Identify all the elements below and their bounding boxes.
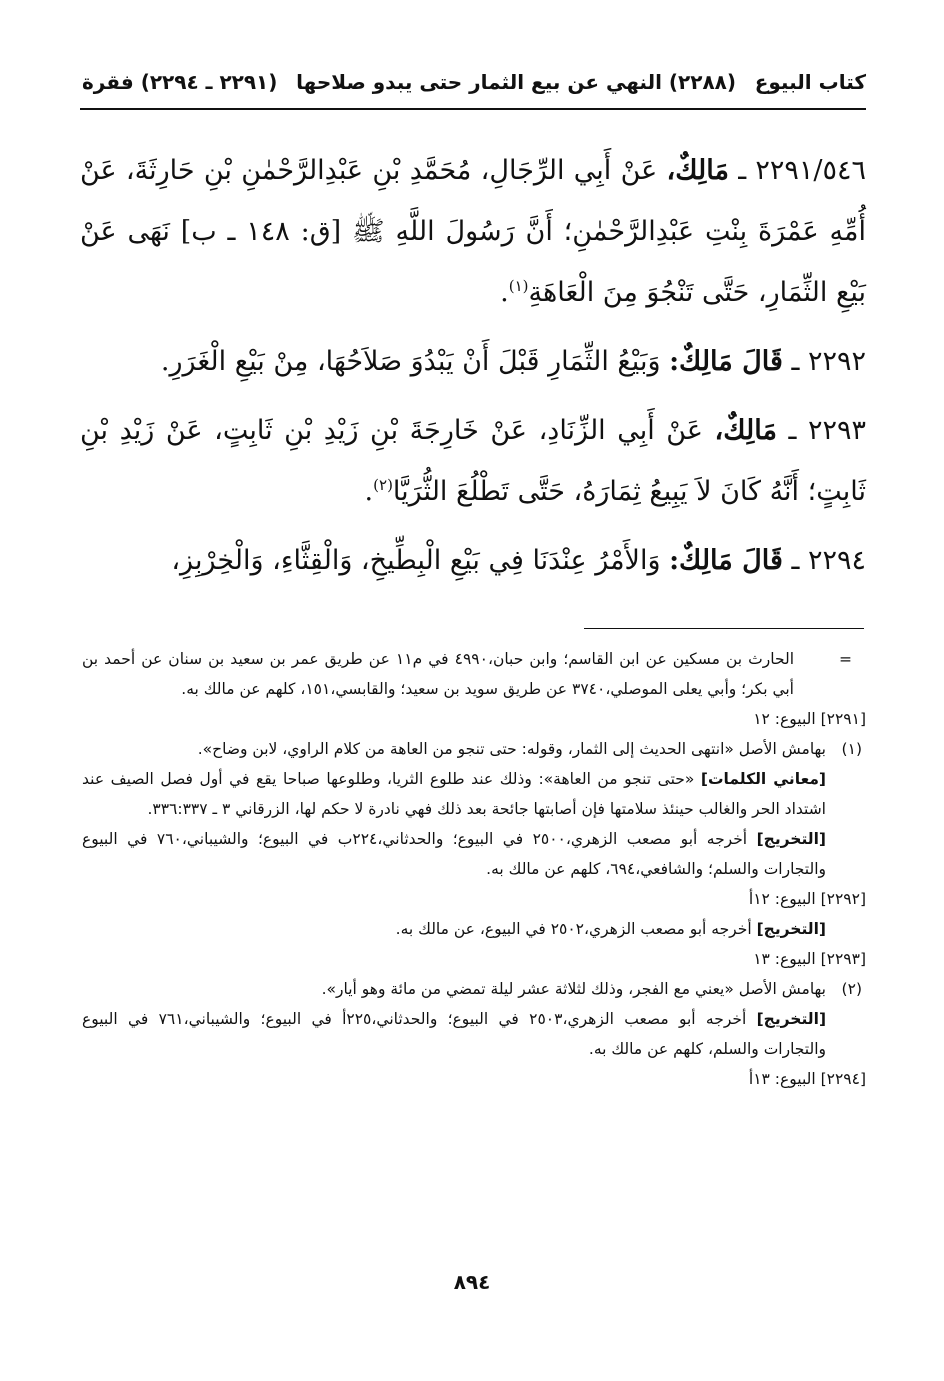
footnote-separator [584, 628, 864, 629]
page-number: ٨٩٤ [453, 1270, 491, 1294]
word-meanings-tag: [معاني الكلمات] [700, 770, 826, 788]
footnote-marker: (٢) [841, 980, 862, 998]
takhrij-2291 [82, 824, 866, 884]
footnotes [82, 644, 866, 1094]
footnote-continuation [82, 644, 866, 704]
hadith-ref-2292: [٢٢٩٢] البيوع: ١٢أ [748, 890, 866, 908]
hadith-paragraph [80, 331, 866, 392]
hadith-body: وَبَيْعُ الثِّمَارِ قَبْلَ أَنْ يَبْدُوَ صَلاَحُهَا، مِنْ بَيْعِ الْغَرَرِ. [160, 346, 661, 377]
hadith-paragraph: ٢٢٩١/٥٤٦ ـ مَالِكٌ، عَنْ أَبِي الرِّجَالِ، مُحَمَّدِ بْنِ عَبْدِالرَّحْمٰنِ بْنِ حَارِثَةَ، عَنْ أُمِّهِ عَمْرَةَ بِنْتِ عَبْدِالرَّحْمٰنِ؛ أَنَّ رَسُولَ اللَّهِ ﷺ [ق: ١٤٨ ـ ب] نَهَى عَنْ بَيْعِ الثِّمَارِ، حَتَّى تَنْجُوَ مِنَ الْعَاهَةِ$^{(١)}$. [80, 155, 867, 308]
book-title: كتاب البيوع [754, 70, 866, 94]
footnote-marker: (١) [841, 740, 862, 758]
hadith-number: ٢٢٩٣ ـ [788, 415, 866, 446]
footnote-2 [82, 974, 866, 1004]
continuation-text: الحارث بن مسكين عن ابن القاسم؛ وابن حبان،٤٩٩٠ في م١١ عن طريق عمر بن سعيد بن سنان عن أحمد بن أبي بكر؛ وأبي يعلى الموصلي،٣٧٤٠ عن طريق سويد بن سعيد؛ والقابسي،١٥١، كلهم عن مالك به. [82, 650, 794, 698]
footnote-reference: (٢) [373, 476, 393, 494]
takhrij-2292 [82, 914, 866, 944]
paragraph-range: (٢٢٩١ ـ ٢٢٩٤) فقرة [82, 70, 278, 94]
header-rule [80, 108, 866, 110]
hadith-number: ٢٢٩٢ ـ [791, 346, 866, 377]
hadith-speaker: قَالَ مَالِكٌ: [669, 545, 783, 576]
hadith-body: عَنْ أَبِي الرِّجَالِ، مُحَمَّدِ بْنِ عَبْدِالرَّحْمٰنِ بْنِ حَارِثَةَ، عَنْ أُمِّهِ عَمْرَةَ بِنْتِ عَبْدِالرَّحْمٰنِ؛ أَنَّ رَسُولَ اللَّهِ ﷺ [ق: ١٤٨ ـ ب] نَهَى عَنْ بَيْعِ الثِّمَارِ، حَتَّى تَنْجُوَ مِنَ الْعَاهَةِ [80, 155, 866, 308]
hadith-ref-2291: [٢٢٩١] البيوع: ١٢ [753, 710, 866, 728]
running-header [82, 62, 866, 102]
footnote-text: بهامش الأصل «يعني مع الفجر، وذلك لثلاثة عشر ليلة تمضي من مائة وهو أيار». [321, 980, 826, 998]
hadith-number: ٢٢٩٤ ـ [791, 545, 866, 576]
hadith-text [80, 140, 866, 599]
footnote-reference: (١) [508, 277, 529, 295]
hadith-speaker: مَالِكٌ، [666, 155, 729, 186]
footnote-1 [82, 734, 866, 764]
takhrij-text: أخرجه أبو مصعب الزهري،٢٥٠٠ في البيوع؛ والحدثاني،٢٢٤ب في البيوع؛ والشيباني،٧٦٠ في البيوع والتجارات والسلم؛ والشافعي،٦٩٤، كلهم عن مالك به. [82, 830, 826, 878]
word-meanings-text: «حتى تنجو من العاهة»: وذلك عند طلوع الثريا، وطلوعها صباحا يقع في أول فصل الصيف عند اشتداد الحر والغالب حينئذ سلامتها فإن أصابتها جائحة بعد ذلك فهي نادرة لا حكم لها، الزرقاني ٣ ـ ٣٣٦:٣٣٧. [82, 770, 826, 818]
hadith-body: عَنْ أَبِي الزِّنَادِ، عَنْ خَارِجَةَ بْنِ زَيْدِ بْنِ ثَابِتٍ، عَنْ زَيْدِ بْنِ ثَابِتٍ؛ أَنَّهُ كَانَ لاَ يَبِيعُ ثِمَارَهُ، حَتَّى تَطْلُعَ الثُّرَيَّا [80, 415, 866, 507]
hadith-paragraph [80, 530, 866, 591]
hadith-ref-2294: [٢٢٩٤] البيوع: ١٣أ [748, 1070, 866, 1088]
hadith-number: ٢٢٩١/٥٤٦ ـ [738, 155, 867, 186]
hadith-speaker: مَالِكٌ، [714, 415, 777, 446]
hadith-ref-2293: [٢٢٩٣] البيوع: ١٣ [753, 950, 866, 968]
hadith-speaker: قَالَ مَالِكٌ: [669, 346, 783, 377]
takhrij-text: أخرجه أبو مصعب الزهري،٢٥٠٢ في البيوع، عن مالك به. [395, 920, 752, 938]
word-meanings [82, 764, 866, 824]
takhrij-text: أخرجه أبو مصعب الزهري،٢٥٠٣ في البيوع؛ والحدثاني،٢٢٥أ في البيوع؛ والشيباني،٧٦١ في البيوع والتجارات والسلم، كلهم عن مالك به. [82, 1010, 826, 1058]
takhrij-tag: [التخريج] [756, 1010, 827, 1028]
takhrij-2293 [82, 1004, 866, 1064]
chapter-topic: (٢٢٨٨) النهي عن بيع الثمار حتى يبدو صلاحها [296, 70, 737, 94]
footnote-text: بهامش الأصل «انتهى الحديث إلى الثمار، وقوله: حتى تنجو من العاهة من كلام الراوي، لابن وضاح». [197, 740, 826, 758]
hadith-body: وَالأَمْرُ عِنْدَنَا فِي بَيْعِ الْبِطِّيخِ، وَالْقِثَّاءِ، وَالْخِرْبِزِ، [171, 545, 661, 576]
hadith-paragraph: ٢٢٩٣ ـ مَالِكٌ، عَنْ أَبِي الزِّنَادِ، عَنْ خَارِجَةَ بْنِ زَيْدِ بْنِ ثَابِتٍ، عَنْ زَيْدِ بْنِ ثَابِتٍ؛ أَنَّهُ كَانَ لاَ يَبِيعُ ثِمَارَهُ، حَتَّى تَطْلُعَ الثُّرَيَّا$^{(٢)}$. [80, 415, 866, 507]
takhrij-tag: [التخريج] [756, 830, 827, 848]
takhrij-tag: [التخريج] [756, 920, 826, 938]
continuation-mark: = [839, 650, 852, 668]
